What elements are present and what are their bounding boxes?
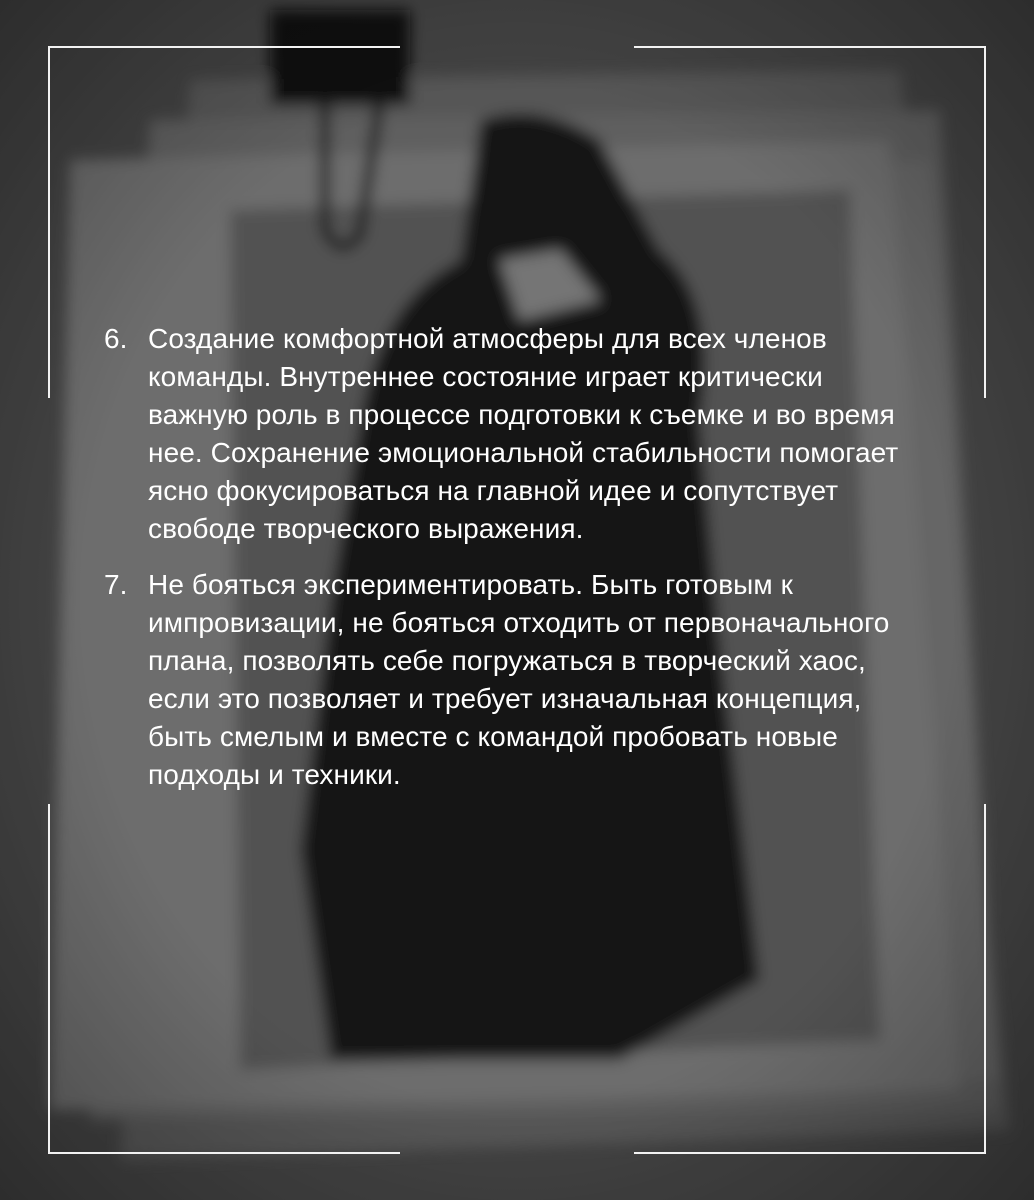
frame-top-left-horizontal (48, 46, 400, 48)
list-item-number: 6. (104, 323, 128, 354)
numbered-list (104, 320, 924, 812)
list-item (104, 320, 924, 548)
list-item-number: 7. (104, 569, 128, 600)
frame-bottom-right-horizontal (634, 1152, 986, 1154)
frame-top-right-horizontal (634, 46, 986, 48)
list-item-text: Создание комфортной атмосферы для всех членов команды. Внутреннее состояние играет критически важную роль в процессе подготовки к съемке и во время нее. Сохранение эмоциональной стабильности помогает ясно фокусироваться на главной идее и сопутствует свободе творческого выражения. (148, 323, 899, 544)
frame-bottom-left-horizontal (48, 1152, 400, 1154)
frame-top-left-vertical (48, 46, 50, 398)
frame-bottom-right-vertical (984, 804, 986, 1154)
list-item-text: Не бояться экспериментировать. Быть готовым к импровизации, не бояться отходить от первоначального плана, позволять себе погружаться в творческий хаос, если это позволяет и требует изначальная концепция, быть смелым и вместе с командой пробовать новые подходы и техники. (148, 569, 890, 790)
list-item (104, 566, 924, 794)
frame-bottom-left-vertical (48, 804, 50, 1154)
frame-top-right-vertical (984, 46, 986, 398)
